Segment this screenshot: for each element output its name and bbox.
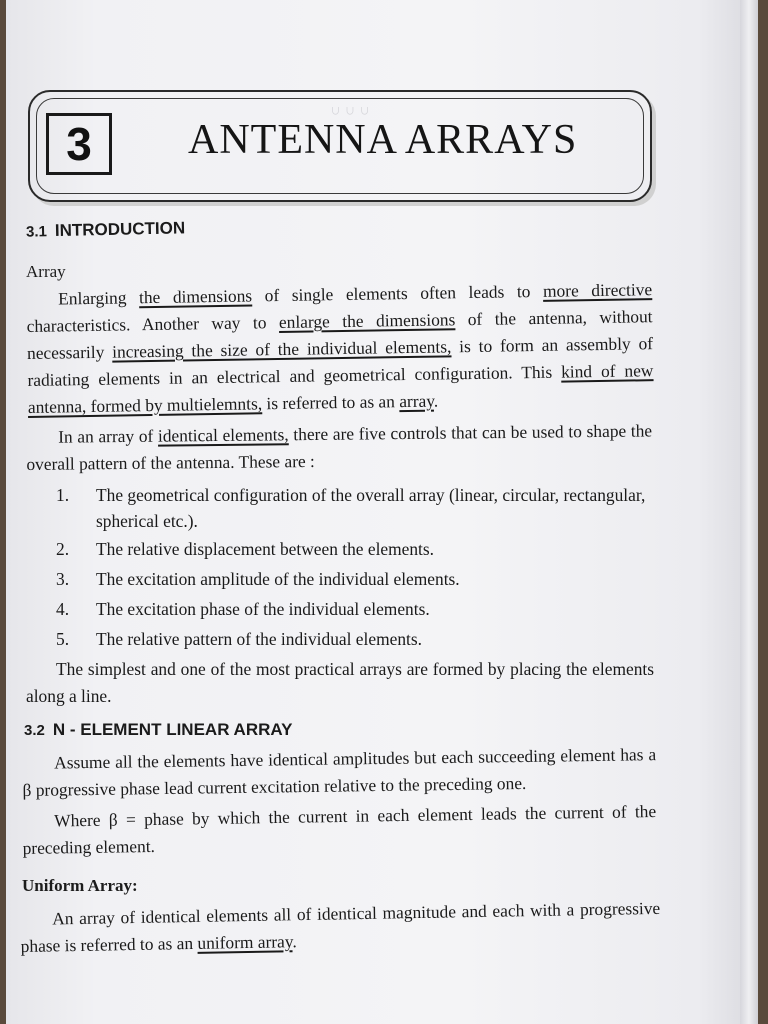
list-item [56, 626, 656, 654]
underlined-phrase: uniform array [197, 931, 293, 953]
list-number: 5. [56, 629, 70, 649]
chapter-title: ANTENNA ARRAYS [188, 117, 578, 163]
paragraph-uniform-array [20, 895, 661, 960]
text-run: . [433, 390, 439, 411]
section-number: 3.1 [25, 223, 48, 241]
text-run: there are five controls that can be used to shape the overall pattern of the antenna. These are : [26, 420, 653, 474]
list-item [56, 596, 656, 624]
section-heading-linear-array [24, 720, 292, 740]
section-number: 3.2 [24, 722, 45, 739]
text-run: . [292, 931, 297, 952]
section-title: N - ELEMENT LINEAR ARRAY [52, 720, 293, 739]
list-number: 2. [56, 539, 70, 559]
section-title: INTRODUCTION [54, 218, 186, 241]
chapter-number: 3 [46, 113, 112, 175]
uniform-array-heading: Uniform Array: [22, 876, 138, 895]
list-item [56, 482, 656, 536]
paragraph-linear-arrays: The simplest and one of the most practical arrays are formed by placing the elements along a line. [26, 659, 654, 706]
text-run: characteristics. Another way to [26, 312, 280, 336]
page-edge [740, 0, 758, 1024]
paragraph-beta-definition: Where β = phase by which the current in each element leads the current of the preceding element. [22, 801, 657, 858]
list-text: The excitation phase of the individual elements. [96, 599, 430, 619]
underlined-phrase: array [399, 390, 434, 412]
underlined-phrase: the dimensions [138, 285, 253, 308]
paragraph-array-definition [26, 276, 654, 421]
list-text: The relative displacement between the elements. [96, 539, 435, 559]
underlined-phrase: identical elements, [157, 424, 289, 446]
text-run: In an array of [58, 425, 159, 447]
list-number: 1. [56, 485, 70, 505]
underlined-phrase: increasing the size of the individual elements, [111, 336, 452, 362]
list-number: 3. [56, 569, 70, 589]
paragraph-array-controls [26, 417, 653, 478]
list-text: The excitation amplitude of the individual elements. [96, 569, 460, 589]
list-number: 4. [56, 599, 70, 619]
text-run: Enlarging [58, 287, 140, 309]
list-text: The relative pattern of the individual elements. [96, 629, 422, 649]
list-item [56, 536, 656, 564]
underlined-phrase: enlarge the dimensions [278, 309, 456, 333]
text-run: of the antenna, without necessarily [26, 306, 653, 363]
section-heading-introduction [26, 218, 186, 241]
text-run: is to form an assembly of radiating elements in an electrical and geometrical configuration. This [27, 333, 654, 390]
bleed-through-text: ∩ ∩ ∩ [330, 103, 370, 119]
underlined-phrase: more directive [542, 279, 653, 301]
text-run: An array of identical elements all of identical magnitude and each with a progressive phase is referred to as an [20, 897, 661, 956]
paragraph-phase-assumption: Assume all the elements have identical amplitudes but each succeeding element has a β progressive phase lead current excitation relative to the preceding one. [22, 744, 657, 800]
text-run: is referred to as an [261, 391, 400, 414]
array-heading: Array [26, 262, 66, 281]
list-item [56, 566, 656, 594]
underlined-phrase: kind of new antenna, formed by multielemnts, [27, 360, 654, 417]
text-run: of single elements often leads to [251, 280, 544, 306]
list-text: The geometrical configuration of the overall array (linear, circular, rectangular, spherical etc.). [96, 485, 646, 531]
